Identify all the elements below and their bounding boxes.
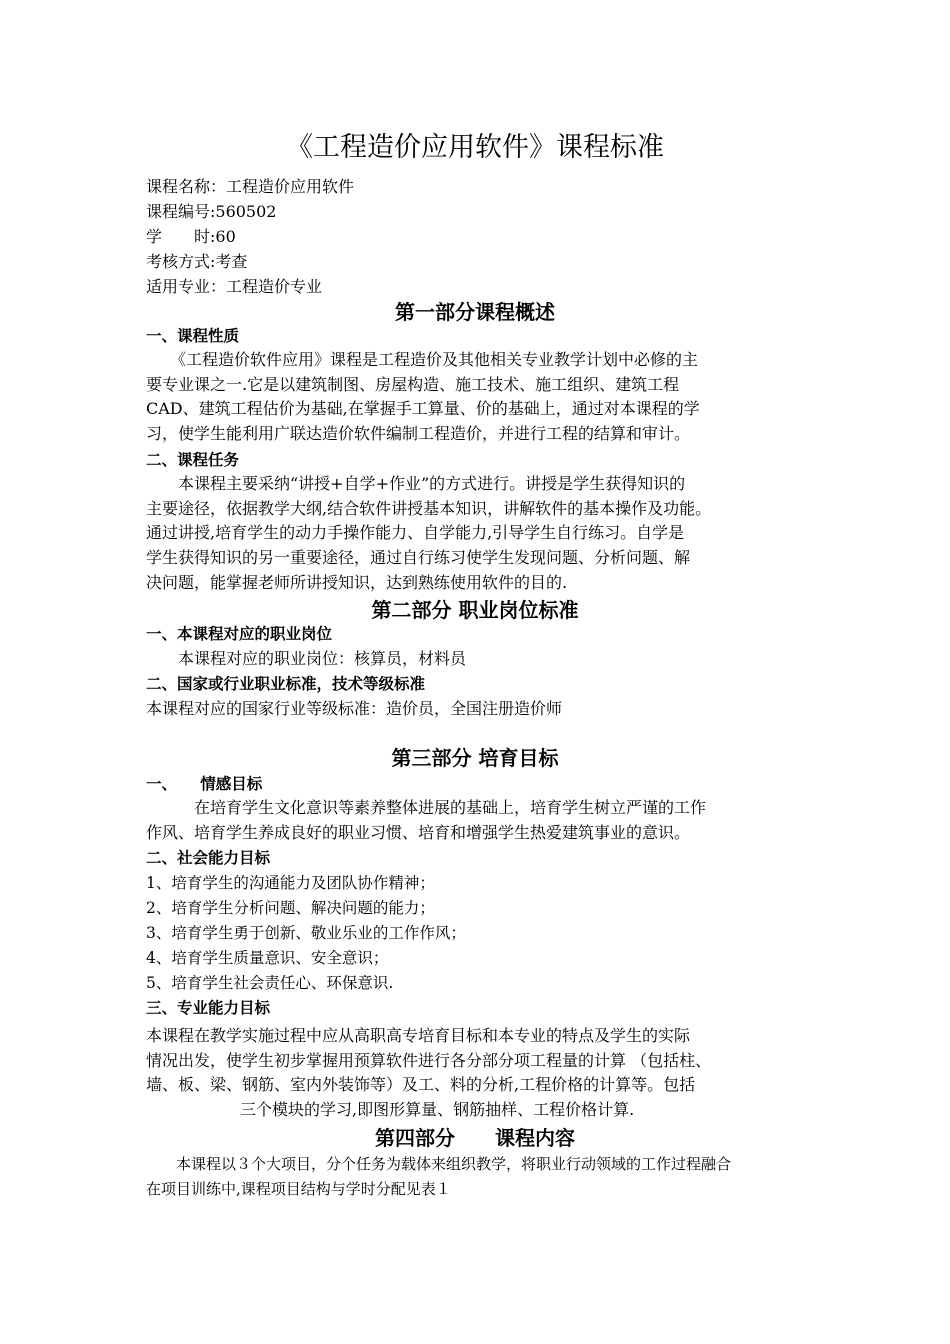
paragraph-line: 在项目训练中,课程项目结构与学时分配见表１ xyxy=(146,1179,451,1198)
assessment-method: 考核方式:考查 xyxy=(146,252,248,271)
paragraph-line: 本课程对应的国家行业等级标准：造价员，全国注册造价师 xyxy=(146,699,563,718)
part3-section2-title: 二、社会能力目标 xyxy=(146,849,271,867)
list-item: 1、培育学生的沟通能力及团队协作精神； xyxy=(146,874,435,892)
part2-section2-title: 二、国家或行业职业标准，技术等级标准 xyxy=(146,675,426,693)
part1-section2-paragraph xyxy=(146,472,806,596)
part2-section2-text xyxy=(146,697,806,722)
paragraph-line: 本课程在教学实施过程中应从高职高专培育目标和本专业的特点及学生的实际 xyxy=(146,1026,691,1045)
paragraph-line: 墙、板、梁、钢筋、室内外装饰等）及工、料的分析,工程价格的计算等。包括 xyxy=(146,1075,696,1095)
paragraph-line: 三个模块的学习,即图形算量、钢筋抽样、工程价格计算. xyxy=(240,1100,635,1120)
paragraph-line: 通过讲授,培育学生的动力手操作能力、自学能力,引导学生自行练习。自学是 xyxy=(146,523,685,543)
list-item: 2、培育学生分析问题、解决问题的能力； xyxy=(146,899,435,917)
list-item: 5、培育学生社会责任心、环保意识. xyxy=(146,974,394,992)
part1-section2-title: 二、课程任务 xyxy=(146,451,240,469)
paragraph-line: 《工程造价软件应用》课程是工程造价及其他相关专业教学计划中必修的主 xyxy=(146,350,699,369)
paragraph-line: CAD、建筑工程估价为基础,在掌握手工算量、价的基础上，通过对本课程的学 xyxy=(146,399,700,419)
applicable-major: 适用专业：工程造价专业 xyxy=(146,277,323,296)
part1-section1-paragraph xyxy=(146,348,806,447)
part1-heading: 第一部分课程概述 xyxy=(395,300,555,324)
list-item: 3、培育学生勇于创新、敬业乐业的工作作风； xyxy=(146,924,466,942)
course-name: 课程名称：工程造价应用软件 xyxy=(146,177,355,196)
part3-section3-paragraph xyxy=(146,1024,806,1123)
paragraph-line: 作风、培育学生养成良好的职业习惯、培育和增强学生热爱建筑事业的意识。 xyxy=(146,822,691,842)
document-title: 《工程造价应用软件》课程标准 xyxy=(286,132,664,163)
paragraph-line: 情况出发，使学生初步掌握用预算软件进行各分部分项工程量的计算 （包括柱、 xyxy=(146,1050,712,1070)
part2-heading: 第二部分 职业岗位标准 xyxy=(371,598,579,622)
part4-paragraph xyxy=(146,1152,806,1201)
list-item: 4、培育学生质量意识、安全意识； xyxy=(146,949,389,967)
paragraph-line: 习，使学生能利用广联达造价软件编制工程造价，并进行工程的结算和审计。 xyxy=(146,424,691,444)
course-code: 课程编号:560502 xyxy=(146,202,277,221)
paragraph-line: 本课程以３个大项目，分个任务为载体来组织教学，将职业行动领域的工作过程融合 xyxy=(146,1155,732,1173)
paragraph-line: 学生获得知识的另一重要途径，通过自行练习使学生发现问题、分析问题、解 xyxy=(146,548,691,568)
part2-section1-text xyxy=(146,647,806,672)
paragraph-line: 在培育学生文化意识等素养整体进展的基础上，培育学生树立严谨的工作 xyxy=(146,798,707,817)
paragraph-line: 本课程对应的职业岗位：核算员，材料员 xyxy=(146,649,467,668)
paragraph-line: 本课程主要采纳“讲授+自学+作业”的方式进行。讲授是学生获得知识的 xyxy=(146,474,686,493)
part1-section1-title: 一、课程性质 xyxy=(146,327,240,345)
part2-section1-title: 一、本课程对应的职业岗位 xyxy=(146,625,333,643)
paragraph-line: 主要途径，依据教学大纲,结合软件讲授基本知识，讲解软件的基本操作及功能。 xyxy=(146,498,712,518)
part3-section1-title: 一、 情感目标 xyxy=(146,775,263,793)
part4-heading: 第四部分 课程内容 xyxy=(375,1126,575,1150)
part3-heading: 第三部分 培育目标 xyxy=(391,746,559,770)
course-hours: 学 时:60 xyxy=(146,227,236,246)
part3-section1-paragraph xyxy=(146,796,806,845)
part3-section3-title: 三、专业能力目标 xyxy=(146,999,271,1017)
paragraph-line: 要专业课之一.它是以建筑制图、房屋构造、施工技术、施工组织、建筑工程 xyxy=(146,374,680,394)
paragraph-line: 决问题，能掌握老师所讲授知识，达到熟练使用软件的目的. xyxy=(146,572,568,592)
